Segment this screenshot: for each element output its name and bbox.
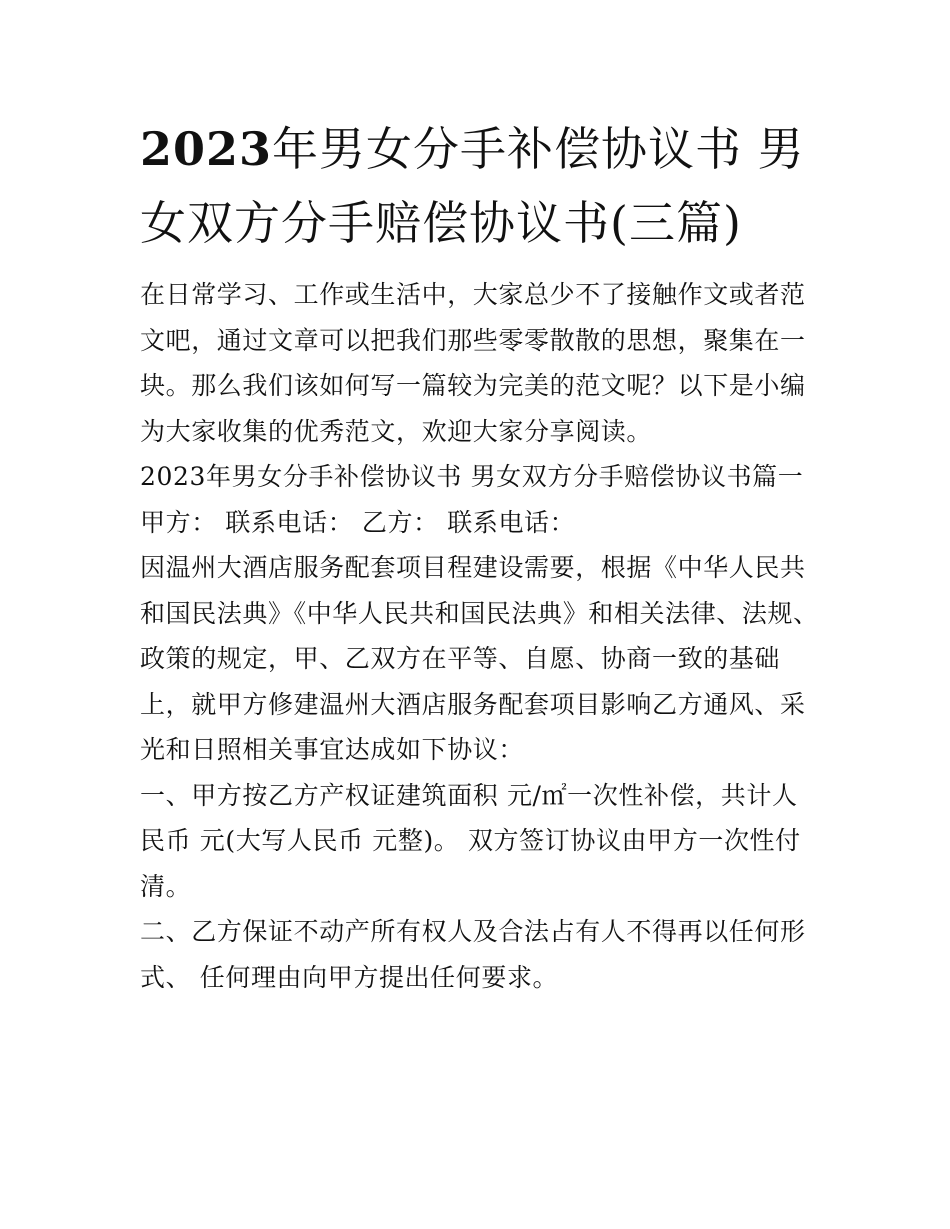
- paragraph-background: 因温州大酒店服务配套项目程建设需要，根据《中华人民共和国民法典》《中华人民共和国民法典》和相关法律、法规、政策的规定，甲、乙双方在平等、自愿、协商一致的基础上，就甲方修建温州大酒店服务配套项目影响乙方通风、采光和日照相关事宜达成如下协议：: [140, 553, 819, 764]
- paragraph-clause-1: 一、甲方按乙方产权证建筑面积 元/㎡一次性补偿，共计人民币 元(大写人民币 元整)。 双方签订协议由甲方一次性付清。: [140, 780, 801, 901]
- document-body: [140, 272, 820, 1000]
- paragraph-heading-parties: 2023年男女分手补偿协议书 男女双方分手赔偿协议书篇一 甲方： 联系电话： 乙方： 联系电话：: [140, 462, 804, 537]
- title-text: 年男女分手补偿协议书 男女双方分手赔偿协议书(三篇): [140, 122, 805, 250]
- paragraph-intro: 在日常学习、工作或生活中，大家总少不了接触作文或者范文吧，通过文章可以把我们那些零零散散的思想，聚集在一块。那么我们该如何写一篇较为完美的范文呢？以下是小编为大家收集的优秀范文，欢迎大家分享阅读。: [140, 280, 806, 446]
- document-title: [140, 112, 820, 260]
- title-year: 2023: [140, 122, 273, 176]
- document-page: [140, 112, 820, 1000]
- paragraph-clause-2: 二、乙方保证不动产所有权人及合法占有人不得再以任何形式、 任何理由向甲方提出任何要求。: [140, 917, 806, 992]
